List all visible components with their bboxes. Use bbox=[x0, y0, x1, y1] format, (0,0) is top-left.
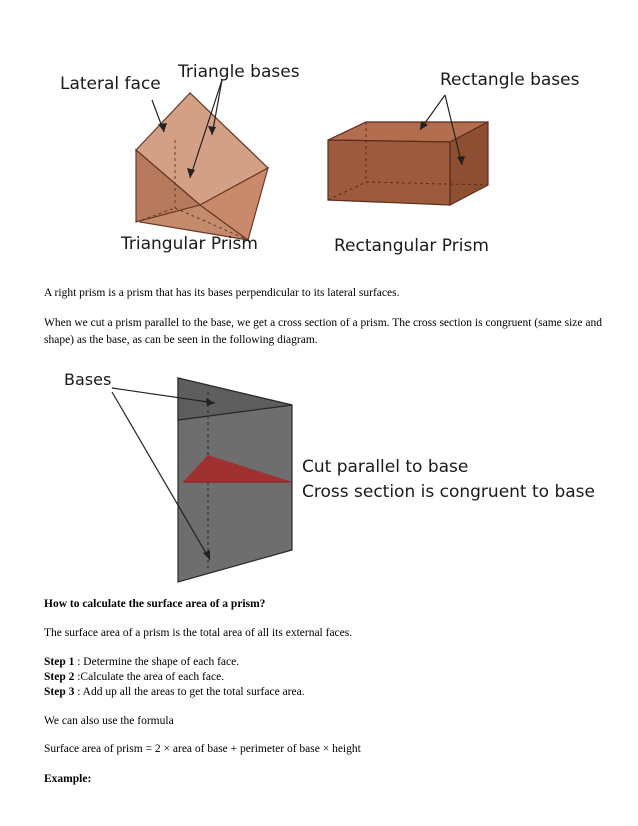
triangular-prism-label: Triangular Prism bbox=[121, 234, 258, 254]
step-2-label: Step 2 bbox=[44, 671, 75, 683]
cross-section-congruent-label: Cross section is congruent to base bbox=[302, 482, 595, 502]
step-1 bbox=[44, 656, 239, 668]
step-1-text: : Determine the shape of each face. bbox=[74, 656, 240, 668]
step-3-label: Step 3 bbox=[44, 686, 75, 698]
definition-text: The surface area of a prism is the total area of all its external faces. bbox=[44, 627, 353, 639]
step-1-label: Step 1 bbox=[44, 656, 75, 668]
formula-text: Surface area of prism = 2 × area of base + perimeter of base × height bbox=[44, 743, 361, 755]
formula-intro: We can also use the formula bbox=[44, 715, 174, 727]
section-heading: How to calculate the surface area of a prism? bbox=[44, 598, 266, 610]
cut-parallel-label: Cut parallel to base bbox=[302, 457, 469, 477]
step-2-text: :Calculate the area of each face. bbox=[74, 671, 225, 683]
right-prism-paragraph: A right prism is a prism that has its bases perpendicular to its lateral surfaces. bbox=[44, 287, 400, 299]
step-3-text: : Add up all the areas to get the total surface area. bbox=[74, 686, 305, 698]
lateral-face-label: Lateral face bbox=[60, 74, 161, 94]
rectangular-prism-label: Rectangular Prism bbox=[334, 236, 489, 256]
triangle-bases-label: Triangle bases bbox=[178, 62, 300, 82]
step-2 bbox=[44, 671, 224, 683]
cross-section-paragraph: When we cut a prism parallel to the base, we get a cross section of a prism. The cross section is congruent (same size and shape) as the base, as can be seen in the following diagram. bbox=[44, 317, 602, 346]
bases-label: Bases bbox=[64, 370, 112, 389]
step-3 bbox=[44, 686, 305, 698]
example-label: Example: bbox=[44, 773, 92, 785]
rectangle-bases-label: Rectangle bases bbox=[440, 70, 580, 90]
